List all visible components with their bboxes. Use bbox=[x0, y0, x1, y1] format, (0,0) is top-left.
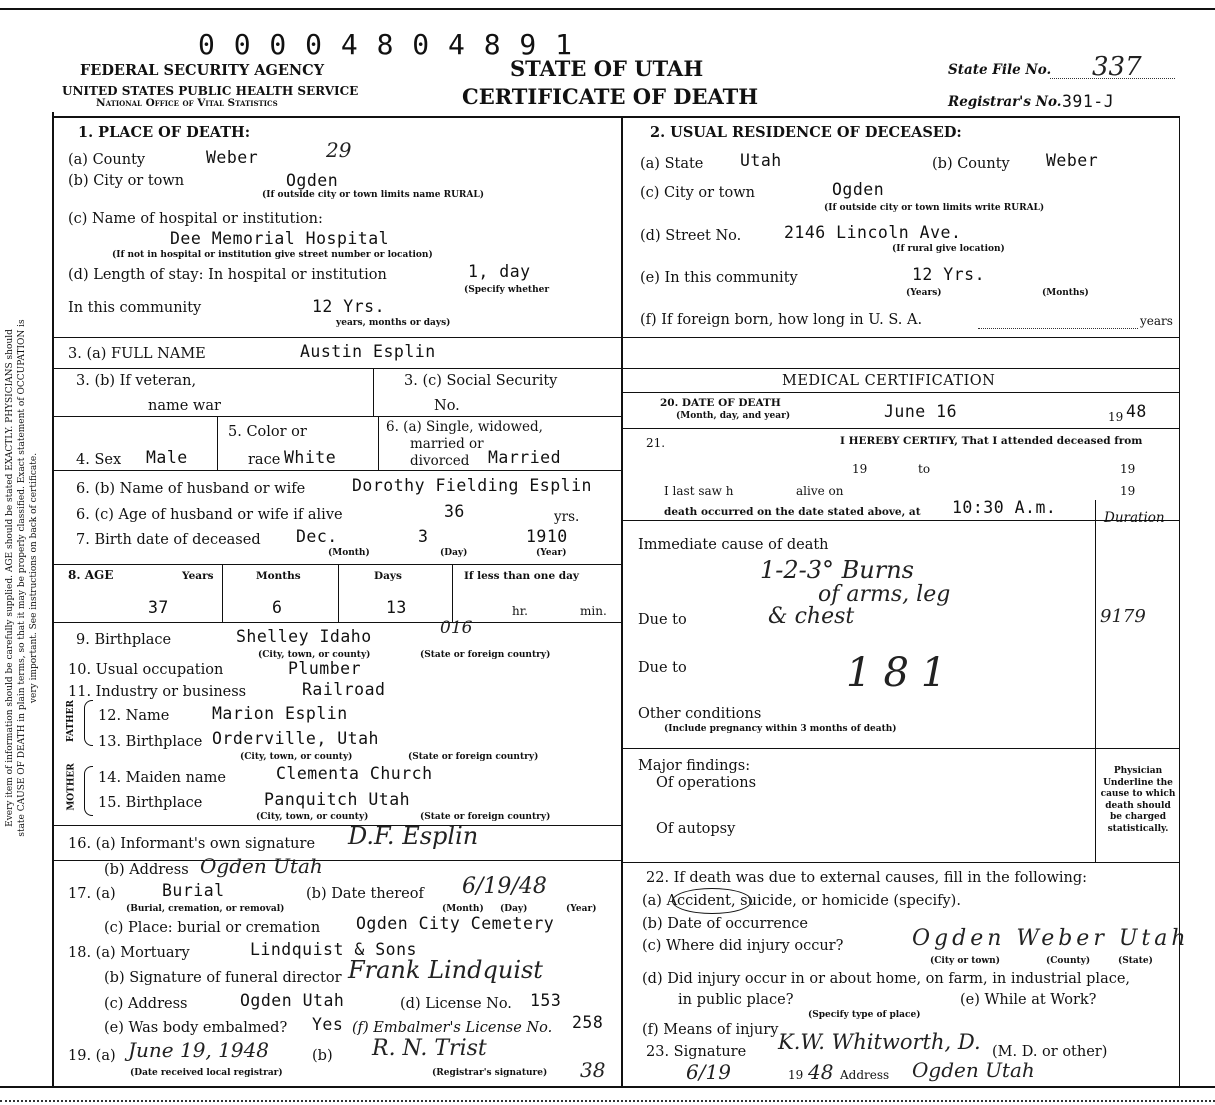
external-city-note: (City or town) bbox=[930, 956, 1000, 966]
due-to-1-value: & chest bbox=[768, 604, 855, 629]
dod-label: 20. DATE OF DEATH bbox=[660, 397, 781, 409]
birth-year: 1910 bbox=[526, 527, 568, 546]
cause-code: 9179 bbox=[1100, 606, 1146, 627]
due-to-2-label: Due to bbox=[638, 660, 687, 676]
physician-signature: K.W. Whitworth, D. bbox=[778, 1030, 981, 1054]
mother-birth-label: 15. Birthplace bbox=[98, 795, 203, 811]
state-title: STATE OF UTAH bbox=[510, 56, 704, 81]
external-a: (a) Accident, suicide, or homicide (specify). bbox=[642, 893, 961, 909]
external-c-value: Ogden Weber Utah bbox=[912, 926, 1190, 951]
birthplace-code: 016 bbox=[440, 618, 473, 638]
mother-side-label: MOTHER bbox=[66, 763, 77, 811]
age-days-label: Days bbox=[374, 570, 402, 582]
registrar-sig: R. N. Trist bbox=[372, 1036, 487, 1061]
director-label: (b) Signature of funeral director bbox=[104, 970, 342, 986]
veteran-label: 3. (b) If veteran, bbox=[76, 373, 197, 389]
immediate-cause-2: of arms, leg bbox=[818, 582, 951, 607]
burial-date: 6/19/48 bbox=[462, 874, 547, 899]
rule-left-4 bbox=[54, 470, 622, 471]
residence-heading: 2. USUAL RESIDENCE OF DECEASED: bbox=[650, 124, 962, 141]
birth-month: Dec. bbox=[296, 527, 338, 546]
father-name-value: Marion Esplin bbox=[212, 704, 348, 723]
certify-19c: 19 bbox=[1120, 484, 1136, 498]
director-sig: Frank Lindquist bbox=[348, 956, 543, 984]
form-top-rule bbox=[54, 116, 1180, 118]
res-street-label: (d) Street No. bbox=[640, 228, 742, 244]
place-of-death-heading: 1. PLACE OF DEATH: bbox=[78, 124, 251, 141]
spouse-age-value: 36 bbox=[444, 502, 465, 521]
pod-community-label: In this community bbox=[68, 300, 202, 316]
res-foreign-unit: years bbox=[1140, 314, 1173, 328]
pod-county-value: Weber bbox=[206, 148, 259, 167]
rule-right-7 bbox=[622, 862, 1180, 863]
rule-right-3 bbox=[622, 392, 1180, 393]
pod-city-value: Ogden bbox=[286, 171, 339, 190]
state-file-number: 337 bbox=[1092, 52, 1142, 82]
due-to-2-value: 181 bbox=[846, 650, 959, 696]
external-d-note: (Specify type of place) bbox=[808, 1010, 921, 1020]
res-street-note: (If rural give location) bbox=[892, 244, 1005, 254]
rule-right-5 bbox=[622, 520, 1180, 521]
service-name: UNITED STATES PUBLIC HEALTH SERVICE bbox=[62, 84, 359, 98]
race-value: White bbox=[284, 448, 337, 467]
received-date: June 19, 1948 bbox=[128, 1038, 270, 1062]
burial-month-label: (Month) bbox=[442, 904, 484, 914]
birth-date-label: 7. Birth date of deceased bbox=[76, 532, 261, 548]
industry-value: Railroad bbox=[302, 680, 386, 699]
due-to-1-label: Due to bbox=[638, 612, 687, 628]
age-years-value: 37 bbox=[148, 598, 169, 617]
res-state-value: Utah bbox=[740, 151, 782, 170]
occurred-label: death occurred on the date stated above, at bbox=[664, 506, 921, 518]
age-days-value: 13 bbox=[386, 598, 407, 617]
marital-value: Married bbox=[488, 448, 562, 467]
birth-year-label: (Year) bbox=[536, 548, 567, 558]
pod-stay-note: (Specify whether bbox=[464, 285, 550, 295]
duration-col bbox=[1095, 500, 1096, 862]
full-name-label: 3. (a) FULL NAME bbox=[68, 346, 206, 362]
pod-stay-label: (d) Length of stay: In hospital or institution bbox=[68, 267, 387, 283]
signature-address: Ogden Utah bbox=[912, 1058, 1035, 1082]
ssn-label: 3. (c) Social Security bbox=[404, 373, 558, 389]
sex-value: Male bbox=[146, 448, 188, 467]
pod-county-label: (a) County bbox=[68, 152, 146, 168]
operations-label: Of operations bbox=[656, 775, 757, 791]
age-months-value: 6 bbox=[272, 598, 283, 617]
external-b: (b) Date of occurrence bbox=[642, 916, 808, 932]
mother-state-note: (State or foreign country) bbox=[420, 812, 551, 822]
dod-sub: (Month, day, and year) bbox=[676, 411, 791, 421]
age-years-label: Years bbox=[182, 570, 214, 582]
industry-label: 11. Industry or business bbox=[68, 684, 247, 700]
informant-address: Ogden Utah bbox=[200, 854, 323, 878]
father-side-label: FATHER bbox=[65, 700, 76, 742]
res-community-value: 12 Yrs. bbox=[912, 265, 986, 284]
death-time: 10:30 A.m. bbox=[952, 498, 1057, 517]
birthplace-label: 9. Birthplace bbox=[76, 632, 172, 648]
rule-left-3 bbox=[54, 416, 622, 417]
office-name: National Office of Vital Statistics bbox=[96, 97, 278, 109]
burial-place-label: (c) Place: burial or cremation bbox=[104, 920, 321, 936]
ssn-sub: No. bbox=[434, 398, 460, 414]
spouse-age-label: 6. (c) Age of husband or wife if alive bbox=[76, 507, 343, 523]
full-name-value: Austin Esplin bbox=[300, 342, 436, 361]
rule-left-2 bbox=[54, 368, 622, 369]
pod-stay-value: 1, day bbox=[468, 262, 531, 281]
res-state-label: (a) State bbox=[640, 156, 704, 172]
mother-birth-value: Panquitch Utah bbox=[264, 790, 411, 809]
external-state-note: (State) bbox=[1118, 956, 1153, 966]
father-birth-value: Orderville, Utah bbox=[212, 729, 379, 748]
marital-label-2: married or bbox=[410, 436, 484, 452]
certify-number: 21. bbox=[646, 436, 666, 450]
spouse-age-unit: yrs. bbox=[554, 509, 580, 525]
burial-place: Ogden City Cemetery bbox=[356, 914, 555, 933]
major-findings-label: Major findings: bbox=[638, 758, 751, 774]
res-city-label: (c) City or town bbox=[640, 185, 755, 201]
age-months-label: Months bbox=[256, 570, 301, 582]
certify-to: to bbox=[918, 462, 931, 476]
rule-left-7 bbox=[54, 825, 622, 826]
rule-right-1 bbox=[622, 337, 1180, 338]
side-note-line-1: Every item of information should be carefully supplied. AGE should be stated EXACTLY. PHYSICIANS should bbox=[5, 329, 15, 827]
burial-note: (Burial, cremation, or removal) bbox=[126, 904, 285, 914]
state-file-dots bbox=[1050, 78, 1175, 79]
immediate-cause-1: 1-2-3° Burns bbox=[760, 556, 914, 584]
cell-v-2 bbox=[217, 416, 218, 470]
pod-city-label: (b) City or town bbox=[68, 173, 185, 189]
color-label: 5. Color or bbox=[228, 424, 307, 440]
res-city-value: Ogden bbox=[832, 180, 885, 199]
father-state-note: (State or foreign country) bbox=[408, 752, 539, 762]
res-city-note: (If outside city or town limits write RURAL) bbox=[824, 203, 1045, 213]
agency-name: FEDERAL SECURITY AGENCY bbox=[80, 62, 325, 79]
burial-date-label: (b) Date thereof bbox=[306, 886, 424, 902]
occupation-value: Plumber bbox=[288, 659, 362, 678]
embalmed-label: (e) Was body embalmed? bbox=[104, 1020, 288, 1036]
external-d: (d) Did injury occur in or about home, on farm, in industrial place, bbox=[642, 971, 1131, 987]
side-instructions bbox=[4, 58, 40, 1098]
informant-sig: D.F. Esplin bbox=[348, 822, 479, 850]
immediate-cause-label: Immediate cause of death bbox=[638, 537, 829, 553]
veteran-sub: name war bbox=[148, 398, 221, 414]
certify-19b: 19 bbox=[1120, 462, 1136, 476]
received-label: 19. (a) bbox=[68, 1048, 116, 1064]
rule-right-2 bbox=[622, 368, 1180, 369]
burial-value: Burial bbox=[162, 881, 225, 900]
cell-v-3 bbox=[378, 416, 379, 470]
certificate-title: CERTIFICATE OF DEATH bbox=[462, 84, 759, 109]
informant-address-label: (b) Address bbox=[104, 862, 189, 878]
license-label: (d) License No. bbox=[400, 996, 512, 1012]
alive-on-label: alive on bbox=[796, 484, 844, 498]
registrar-code: 38 bbox=[580, 1058, 606, 1082]
birthplace-value: Shelley Idaho bbox=[236, 627, 372, 646]
autopsy-label: Of autopsy bbox=[656, 821, 736, 837]
birth-day-label: (Day) bbox=[440, 548, 468, 558]
mortuary-address: Ogden Utah bbox=[240, 991, 345, 1010]
registrar-number: 391-J bbox=[1062, 92, 1115, 111]
serial-number: 0 0 0 0 4 8 0 4 8 9 1 bbox=[198, 28, 574, 61]
res-county-label: (b) County bbox=[932, 156, 1010, 172]
age-less-label: If less than one day bbox=[464, 570, 580, 582]
registrar-label: (b) bbox=[312, 1048, 333, 1064]
embalmer-value: 258 bbox=[572, 1013, 604, 1032]
signature-year-prefix: 19 bbox=[788, 1068, 804, 1082]
informant-sig-label: 16. (a) Informant's own signature bbox=[68, 836, 316, 852]
age-v-3 bbox=[452, 564, 453, 622]
pod-hospital-label: (c) Name of hospital or institution: bbox=[68, 211, 323, 227]
spouse-value: Dorothy Fielding Esplin bbox=[352, 476, 592, 495]
marital-label-1: 6. (a) Single, widowed, bbox=[386, 419, 543, 435]
mother-name-label: 14. Maiden name bbox=[98, 770, 226, 786]
age-min-label: min. bbox=[580, 604, 607, 618]
res-foreign-label: (f) If foreign born, how long in U. S. A. bbox=[640, 312, 923, 328]
pod-hospital-value: Dee Memorial Hospital bbox=[170, 229, 390, 248]
res-years-label: (Years) bbox=[906, 288, 942, 298]
father-bracket bbox=[84, 700, 93, 746]
license-value: 153 bbox=[530, 991, 562, 1010]
marital-label-3: divorced bbox=[410, 453, 470, 469]
res-street-value: 2146 Lincoln Ave. bbox=[784, 223, 962, 242]
signature-date: 6/19 bbox=[686, 1060, 731, 1084]
birth-month-label: (Month) bbox=[328, 548, 370, 558]
other-conditions-label: Other conditions bbox=[638, 706, 762, 722]
external-d2: in public place? bbox=[678, 992, 794, 1008]
birthplace-city-note: (City, town, or county) bbox=[258, 650, 371, 660]
burial-year-label: (Year) bbox=[566, 904, 597, 914]
external-heading: 22. If death was due to external causes, fill in the following: bbox=[646, 870, 1088, 886]
duration-label: Duration bbox=[1104, 510, 1165, 526]
pod-city-note: (If outside city or town limits name RURAL) bbox=[262, 190, 484, 200]
mortuary-value: Lindquist & Sons bbox=[250, 940, 417, 959]
external-f: (f) Means of injury bbox=[642, 1022, 779, 1038]
rule-left-6 bbox=[54, 622, 622, 623]
side-note-line-2: state CAUSE OF DEATH in plain terms, so that it may be properly classified. Exact statement of OCCUPATION is bbox=[17, 319, 27, 837]
burial-day-label: (Day) bbox=[500, 904, 528, 914]
father-birth-label: 13. Birthplace bbox=[98, 734, 203, 750]
signature-label: 23. Signature bbox=[646, 1044, 747, 1060]
rule-right-4 bbox=[622, 428, 1180, 429]
dod-month-day: June 16 bbox=[884, 402, 958, 421]
external-county-note: (County) bbox=[1046, 956, 1091, 966]
other-conditions-note: (Include pregnancy within 3 months of death) bbox=[664, 724, 897, 734]
received-note: (Date received local registrar) bbox=[130, 1068, 283, 1078]
medical-heading: MEDICAL CERTIFICATION bbox=[782, 373, 996, 389]
registrar-note: (Registrar's signature) bbox=[432, 1068, 548, 1078]
certify-19a: 19 bbox=[852, 462, 868, 476]
father-name-label: 12. Name bbox=[98, 708, 170, 724]
mother-name-value: Clementa Church bbox=[276, 764, 433, 783]
age-hr-label: hr. bbox=[512, 604, 528, 618]
last-saw-label: I last saw h bbox=[664, 484, 734, 498]
pod-community-value: 12 Yrs. bbox=[312, 297, 386, 316]
mortuary-address-label: (c) Address bbox=[104, 996, 188, 1012]
father-city-note: (City, town, or county) bbox=[240, 752, 353, 762]
side-note-line-3: very important. See instructions on back of certificate. bbox=[29, 452, 39, 704]
dod-year-prefix: 19 bbox=[1108, 410, 1124, 424]
external-e: (e) While at Work? bbox=[960, 992, 1097, 1008]
rule-left-1 bbox=[54, 337, 622, 338]
mortuary-label: 18. (a) Mortuary bbox=[68, 945, 190, 961]
age-v-1 bbox=[222, 564, 223, 622]
race-label: race bbox=[248, 452, 281, 468]
signature-address-label: Address bbox=[840, 1068, 890, 1082]
res-foreign-dots bbox=[978, 328, 1138, 329]
age-v-2 bbox=[338, 564, 339, 622]
embalmed-value: Yes bbox=[312, 1015, 344, 1034]
sex-label: 4. Sex bbox=[76, 452, 122, 468]
external-c-label: (c) Where did injury occur? bbox=[642, 938, 844, 954]
pod-community-note: years, months or days) bbox=[336, 318, 451, 328]
center-divider bbox=[621, 116, 623, 1086]
rule-left-8 bbox=[54, 860, 622, 861]
state-file-label: State File No. bbox=[948, 62, 1052, 78]
birthplace-state-note: (State or foreign country) bbox=[420, 650, 551, 660]
signature-year: 48 bbox=[808, 1060, 834, 1084]
dod-year: 48 bbox=[1126, 402, 1147, 421]
top-border bbox=[0, 8, 1215, 10]
pod-hospital-note: (If not in hospital or institution give street number or location) bbox=[112, 250, 433, 260]
mother-bracket bbox=[84, 766, 93, 816]
certify-text: I HEREBY CERTIFY, That I attended deceased from bbox=[840, 435, 1143, 447]
registrar-no-label: Registrar's No. bbox=[948, 94, 1062, 110]
left-margin-rule bbox=[52, 112, 54, 1087]
md-label: (M. D. or other) bbox=[992, 1044, 1108, 1060]
res-county-value: Weber bbox=[1046, 151, 1099, 170]
res-community-label: (e) In this community bbox=[640, 270, 798, 286]
birth-day: 3 bbox=[418, 527, 429, 546]
mother-city-note: (City, town, or county) bbox=[256, 812, 369, 822]
occupation-label: 10. Usual occupation bbox=[68, 662, 224, 678]
rule-right-6 bbox=[622, 748, 1180, 749]
embalmer-label: (f) Embalmer's License No. bbox=[352, 1020, 553, 1036]
age-label: 8. AGE bbox=[68, 568, 114, 582]
cell-v-1 bbox=[373, 368, 374, 416]
burial-label: 17. (a) bbox=[68, 886, 116, 902]
res-months-label: (Months) bbox=[1042, 288, 1089, 298]
bottom-perforation bbox=[0, 1100, 1215, 1102]
physician-note: Physician Underline the cause to which death should be charged statistically. bbox=[1100, 766, 1176, 834]
bottom-border bbox=[0, 1086, 1215, 1088]
pod-county-code: 29 bbox=[326, 138, 352, 162]
spouse-label: 6. (b) Name of husband or wife bbox=[76, 481, 306, 497]
